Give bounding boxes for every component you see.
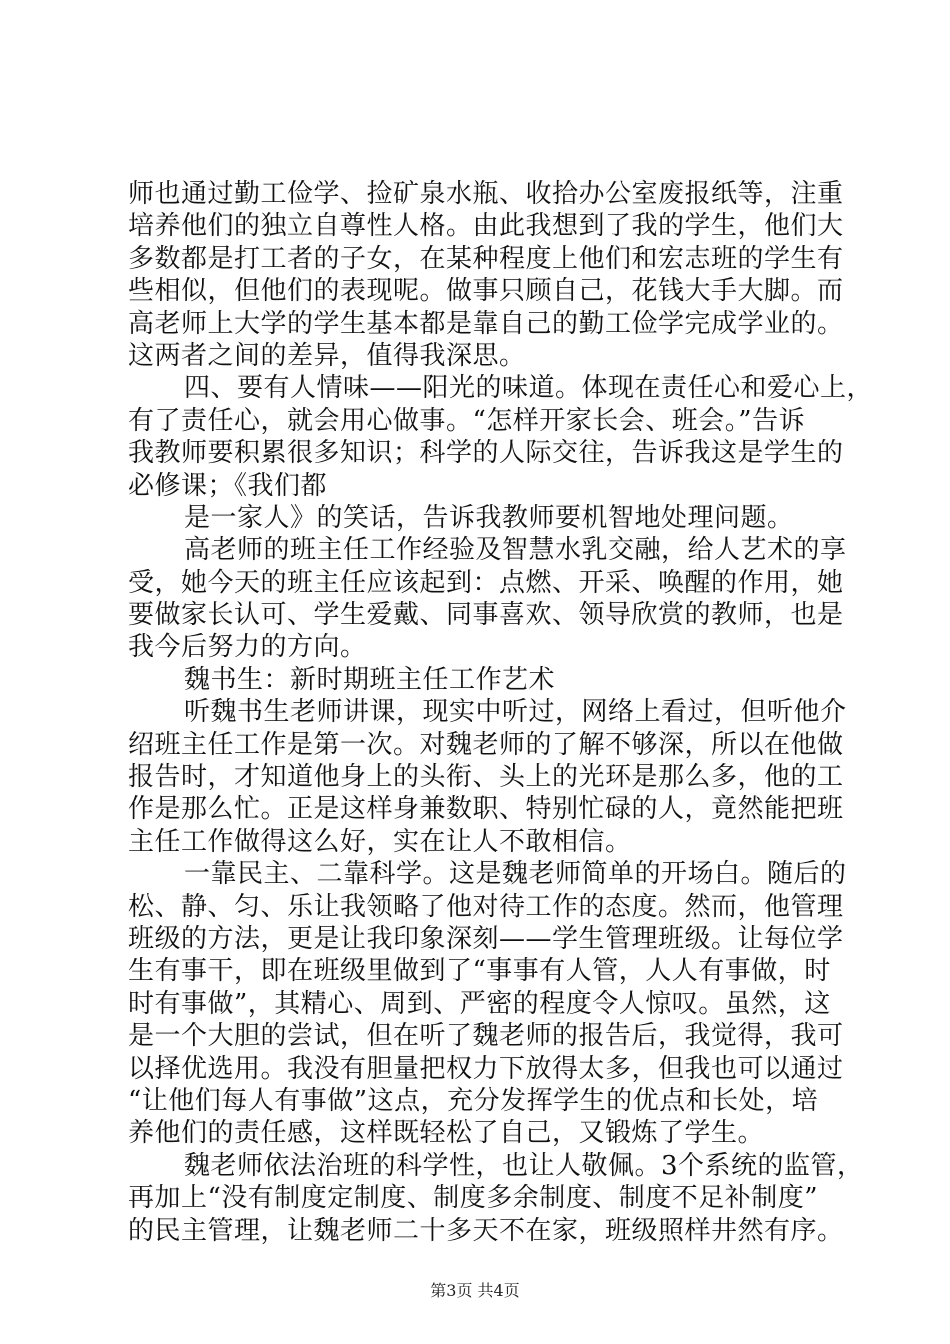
text-line: 是一个大胆的尝试，但在听了魏老师的报告后，我觉得，我可	[128, 1021, 844, 1052]
text-line: 一靠民主、二靠科学。这是魏老师简单的开场白。随后的	[184, 859, 847, 890]
text-line: 养他们的责任感，这样既轻松了自己，又锻炼了学生。	[128, 1118, 765, 1149]
text-line: 些相似，但他们的表现呢。做事只顾自己，花钱大手大脚。而	[128, 276, 844, 307]
text-line: 有了责任心，就会用心做事。“怎样开家长会、班会。”告诉	[128, 405, 806, 436]
text-line: 的民主管理，让魏老师二十多天不在家，班级照样井然有序。	[128, 1215, 844, 1246]
text-line: 松、静、匀、乐让我领略了他对待工作的态度。然而，他管理	[128, 891, 844, 922]
document-body	[128, 178, 874, 1247]
text-line: 要做家长认可、学生爱戴、同事喜欢、领导欣赏的教师，也是	[128, 600, 844, 631]
text-line: 魏书生：新时期班主任工作艺术	[184, 664, 556, 695]
text-line: 以择优选用。我没有胆量把权力下放得太多，但我也可以通过	[128, 1053, 844, 1084]
text-line: 生有事干，即在班级里做到了“事事有人管，人人有事做，时	[128, 956, 831, 987]
text-line: 再加上“没有制度定制度、制度多余制度、制度不足补制度”	[128, 1183, 819, 1214]
text-line: 多数都是打工者的子女，在某种程度上他们和宏志班的学生有	[128, 243, 844, 274]
text-line: 魏老师依法治班的科学性，也让人敬佩。3个系统的监管，	[184, 1150, 864, 1181]
text-line: 报告时，才知道他身上的头衔、头上的光环是那么多，他的工	[128, 762, 844, 793]
text-line: 是一家人》的笑话，告诉我教师要机智地处理问题。	[184, 502, 794, 533]
text-line: “让他们每人有事做”这点，充分发挥学生的优点和长处，培	[128, 1085, 819, 1116]
text-line: 我今后努力的方向。	[128, 632, 367, 663]
text-line: 这两者之间的差异，值得我深思。	[128, 340, 526, 371]
text-line: 师也通过勤工俭学、捡矿泉水瓶、收拾办公室废报纸等，注重	[128, 179, 844, 209]
text-line: 时有事做”，其精心、周到、严密的程度令人惊叹。虽然，这	[128, 988, 831, 1019]
text-line: 四、要有人情味——阳光的味道。体现在责任心和爱心上，	[184, 373, 874, 404]
text-line: 必修课；《我们都	[128, 470, 328, 501]
text-line: 主任工作做得这么好，实在让人不敢相信。	[128, 826, 632, 857]
text-line: 培养他们的独立自尊性人格。由此我想到了我的学生，他们大	[128, 211, 844, 242]
text-line: 绍班主任工作是第一次。对魏老师的了解不够深，所以在他做	[128, 729, 844, 760]
text-line: 班级的方法，更是让我印象深刻——学生管理班级。让每位学	[128, 923, 844, 954]
text-line: 我教师要积累很多知识；科学的人际交往，告诉我这是学生的	[128, 438, 844, 469]
text-line: 高老师的班主任工作经验及智慧水乳交融，给人艺术的享	[184, 535, 847, 566]
text-line: 听魏书生老师讲课，现实中听过，网络上看过，但听他介	[184, 697, 847, 728]
text-line: 受，她今天的班主任应该起到：点燃、开采、唤醒的作用，她	[128, 567, 844, 598]
text-line: 作是那么忙。正是这样身兼数职、特别忙碌的人，竟然能把班	[128, 794, 844, 825]
page-footer: 第3页 共4页	[430, 1281, 520, 1300]
text-line: 高老师上大学的学生基本都是靠自己的勤工俭学完成学业的。	[128, 308, 844, 339]
